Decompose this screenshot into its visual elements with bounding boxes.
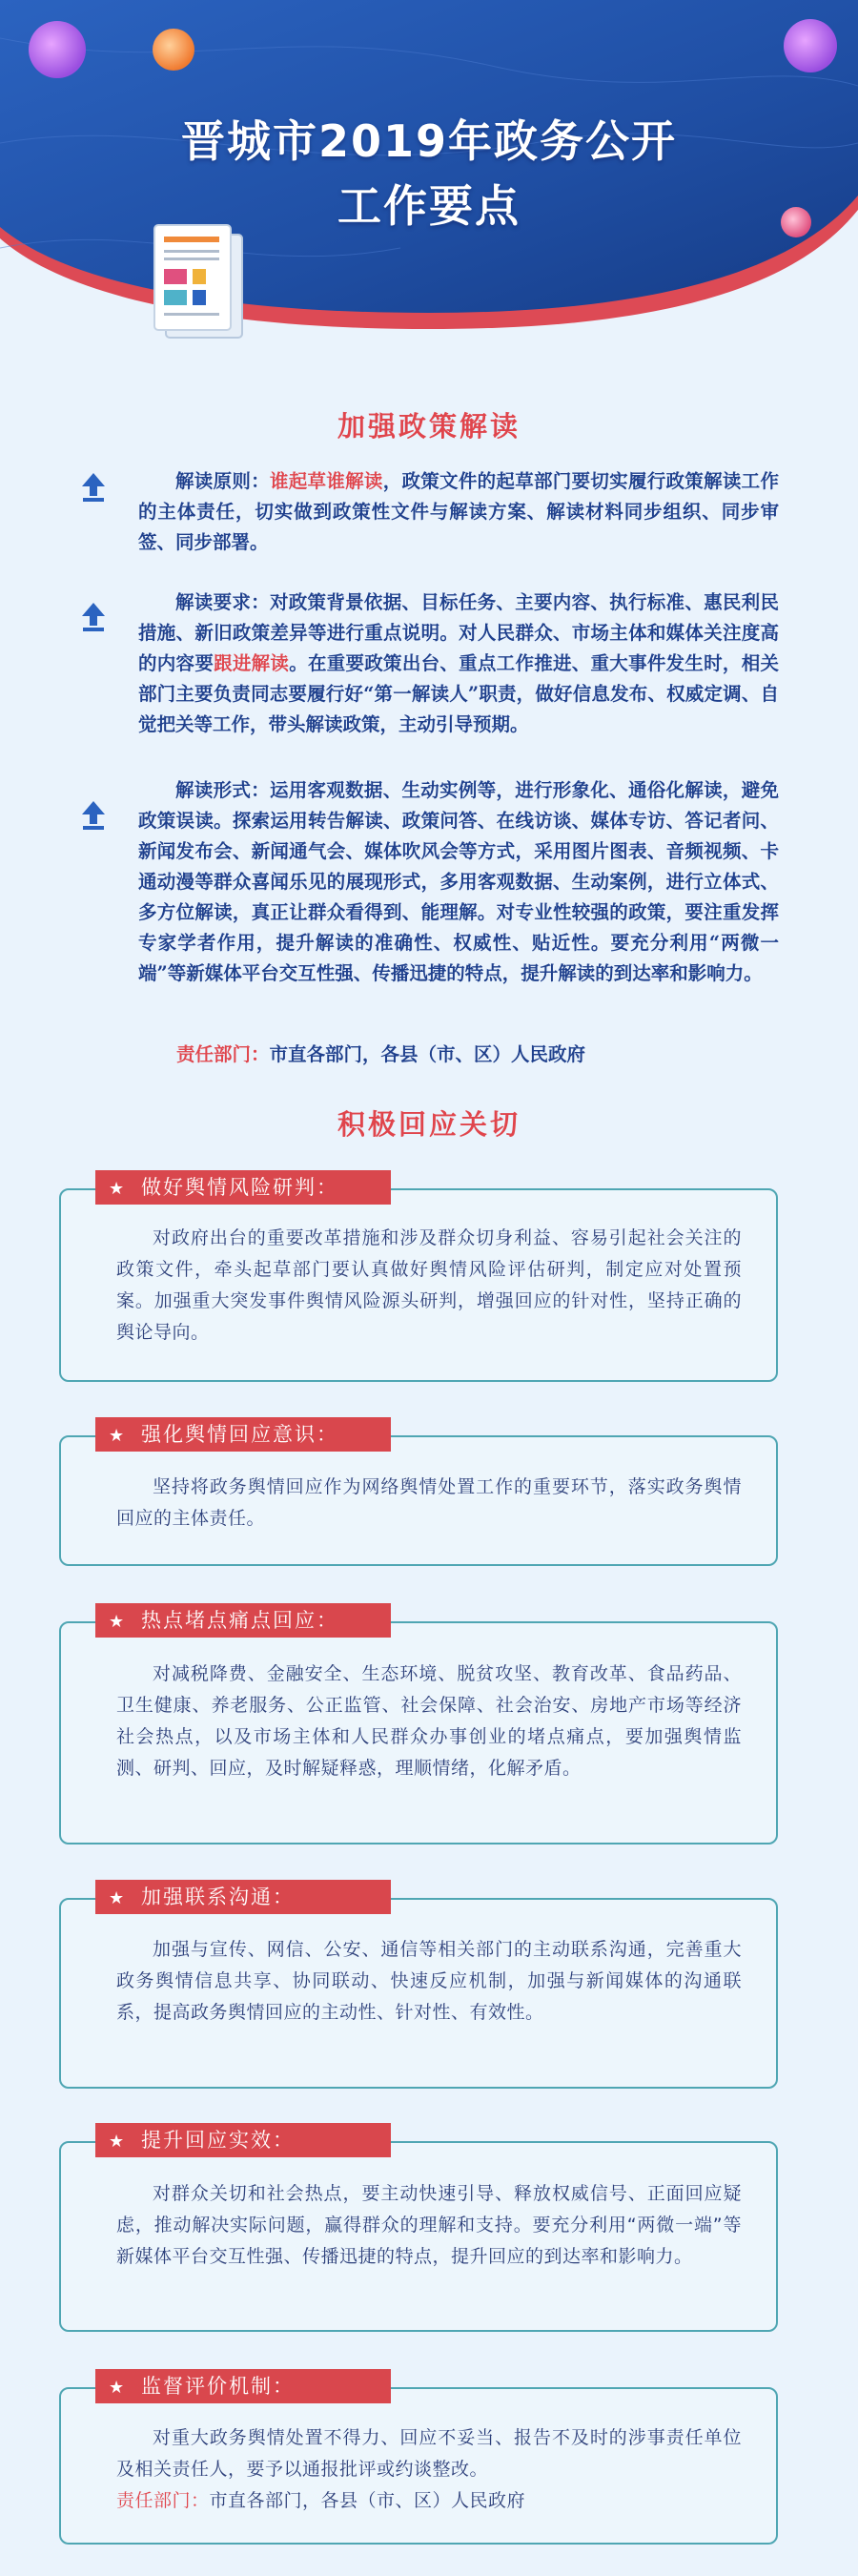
card-tag-label: 提升回应实效： (141, 2129, 295, 2152)
star-icon: ★ (109, 1612, 127, 1632)
card-tag (95, 2123, 391, 2157)
card-text: 对重大政务舆情处置不得力、回应不妥当、报告不及时的涉事责任单位及相关责任人，要予以通报批评或约谈整改。 (116, 2427, 742, 2480)
star-icon: ★ (109, 2378, 127, 2398)
card-tag-label: 监督评价机制： (141, 2375, 295, 2398)
card-tag (95, 1603, 391, 1638)
responsible-label: 责任部门： (116, 2490, 210, 2511)
interpretation-requirement-text-after: 。在重要政策出台、重点工作推进、重大事件发生时，相关部门主要负责同志要履行好“第一解读人”职责，做好信息发布、权威定调、自觉把关等工作，带头解读政策，主动引导预期。 (138, 652, 779, 735)
section2-responsible-department (116, 2485, 742, 2517)
card-text: 对政府出台的重要改革措施和涉及群众切身利益、容易引起社会关注的政策文件，牵头起草部门要认真做好舆情风险评估研判，制定应对处置预案。加强重大突发事件舆情风险源头研判，增强回应的针对性，坚持正确的舆论导向。 (116, 1227, 742, 1343)
interpretation-requirement-text-before: 对政策背景依据、目标任务、主要内容、执行标准、惠民利民措施、新旧政策差异等进行重点说明。对人民群众、市场主体和媒体关注度高的内容要 (138, 591, 779, 674)
upload-arrow-icon (80, 601, 107, 633)
page-title-line1: 晋城市2019年政务公开 (180, 115, 678, 167)
interpretation-principle-text: ，政策文件的起草部门要切实履行政策解读工作的主体责任，切实做到政策性文件与解读方案、解读材料同步组织、同步审签、同步部署。 (138, 470, 779, 553)
star-icon: ★ (109, 1888, 127, 1908)
decorative-circle (29, 21, 86, 78)
card-tag-label: 做好舆情风险研判： (141, 1176, 338, 1199)
card-text: 对群众关切和社会热点，要主动快速引导、释放权威信号、正面回应疑虑，推动解决实际问题，赢得群众的理解和支持。要充分利用“两微一端”等新媒体平台交互性强、传播迅捷的特点，提升回应的到达率和影响力。 (116, 2183, 742, 2267)
document-icon (145, 221, 259, 355)
interpretation-form-text: 运用客观数据、生动实例等，进行形象化、通俗化解读，避免政策误读。探索运用转告解读、政策问答、在线访谈、媒体专访、答记者问、新闻发布会、新闻通气会、媒体吹风会等方式，采用图片图表、音频视频、卡通动漫等群众喜闻乐见的展现形式，多用客观数据、生动案例，进行立体式、多方位解读，真正让群众看得到、能理解。对专业性较强的政策，要注重发挥专家学者作用，提升解读的准确性、权威性、贴近性。要充分利用“两微一端”等新媒体平台交互性强、传播迅捷的特点，提升解读的到达率和影响力。 (138, 779, 779, 984)
star-icon: ★ (109, 1426, 127, 1446)
interpretation-requirement-highlight: 跟进解读 (214, 652, 290, 674)
decorative-circle (153, 29, 194, 71)
responsible-value: 市直各部门，各县（市、区）人民政府 (269, 1043, 586, 1065)
card-tag (95, 1170, 391, 1205)
upload-arrow-icon (80, 799, 107, 832)
card-tag (95, 1880, 391, 1914)
interpretation-form-label: 解读形式： (175, 779, 270, 801)
section1-responsible-department (176, 1040, 786, 1070)
page-title-line2: 工作要点 (337, 180, 521, 232)
star-icon: ★ (109, 2132, 127, 2152)
card-tag-label: 加强联系沟通： (141, 1886, 295, 1908)
interpretation-requirement (138, 587, 779, 740)
responsible-value: 市直各部门，各县（市、区）人民政府 (209, 2490, 526, 2511)
card-text: 加强与宣传、网信、公安、通信等相关部门的主动联系沟通，完善重大政务舆情信息共享、协同联动、快速反应机制，加强与新闻媒体的沟通联系，提高政务舆情回应的主动性、针对性、有效性。 (116, 1939, 742, 2023)
interpretation-principle-highlight: 谁起草谁解读 (269, 470, 383, 492)
responsible-label: 责任部门： (176, 1043, 270, 1065)
card-tag (95, 1417, 391, 1452)
card-tag-label: 热点堵点痛点回应： (141, 1609, 338, 1632)
section-heading-respond-concerns: 积极回应关切 (337, 1108, 521, 1141)
interpretation-principle-label: 解读原则： (175, 470, 270, 492)
card-tag-label: 强化舆情回应意识： (141, 1423, 338, 1446)
interpretation-form (138, 775, 779, 989)
upload-arrow-icon (80, 471, 107, 504)
star-icon: ★ (109, 1179, 127, 1199)
card-text: 对减税降费、金融安全、生态环境、脱贫攻坚、教育改革、食品药品、卫生健康、养老服务、公正监管、社会保障、社会治安、房地产市场等经济社会热点，以及市场主体和人民群众办事创业的堵点痛点，要加强舆情监测、研判、回应，及时解疑释惑，理顺情绪，化解矛盾。 (116, 1663, 742, 1779)
header-banner (0, 0, 858, 362)
section-heading-policy-interpretation: 加强政策解读 (337, 410, 521, 443)
interpretation-requirement-label: 解读要求： (175, 591, 270, 613)
interpretation-principle (138, 466, 779, 558)
decorative-circle (784, 19, 837, 72)
card-text: 坚持将政务舆情回应作为网络舆情处置工作的重要环节，落实政务舆情回应的主体责任。 (116, 1476, 742, 1529)
card-tag (95, 2369, 391, 2403)
